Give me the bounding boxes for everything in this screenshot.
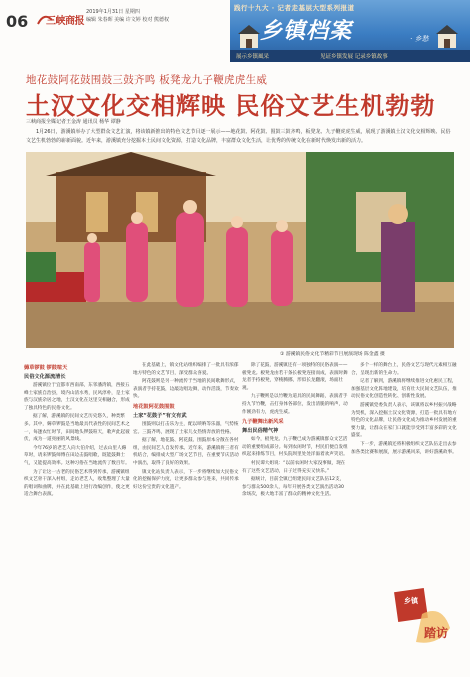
paragraph: 据了解，地花鼓、阿花鼓、围鼓原本分散在各村组，由民间艺人自发传承。近年来，游溪镇将三者有机结合，编排成大型广场文艺节目，在重要节庆活动中演出，取得了良好的效果。	[133, 438, 239, 466]
paragraph: 如今，板凳龙、九子鞭已成为游溪镇群众文艺活动的重要组成部分。每到农闲时节，村民们便自发组织起来排练节目，村头院坝里处处洋溢着欢声笑语。	[242, 437, 348, 458]
paragraph: 游溪镇党委负责人表示，该镇将以乡村振兴战略为契机，深入挖掘土汉文化资源，打造一批具有地方特色的文化品牌，让民俗文化成为推动乡村发展的重要力量，让群众在家门口就能享受到丰富多彩的文化盛宴。	[351, 402, 457, 439]
paragraph: 除了花鼓，游溪镇还有一项独特的民俗表演——板凳龙。板凳龙由若干条长板凳连接而成，表演时舞龙者手持板凳，穿梭腾挪，形似长龙翻滚，场面壮观。	[242, 363, 348, 391]
paragraph: 今年76岁的老艺人向大伯介绍，过去山里人薅草时，请来锣鼓师傅在田边击鼓唱歌，既能鼓舞士气，又能提高效率。这种习俗在当地流传了数百年。	[24, 445, 130, 466]
main-photo	[26, 152, 454, 348]
house-decoration-icon-right	[434, 22, 460, 50]
article-column-3	[242, 362, 348, 672]
newspaper-logo-text: 三峡商报	[46, 16, 84, 27]
page-number: 06	[6, 12, 29, 31]
paragraph: 围鼓则以打击乐为主，配以唢呐等乐器，气势恢宏。三鼓齐鸣，展现了土家儿女热情奔放的性格。	[133, 421, 239, 435]
banner-subtitle: · 乡愁	[410, 35, 429, 43]
stamp-label-bottom: 踏访	[424, 626, 449, 640]
section-heading: 薅草锣鼓 锣鼓喧天	[24, 365, 68, 371]
banner-footer-left: 展示乡镇風采	[236, 54, 270, 60]
township-visit-stamp-icon	[392, 584, 458, 652]
banner-footer-right: 见证乡镇发展 记录乡镇故事	[320, 54, 388, 60]
paragraph: 据统计，目前全镇已组建民间文艺队伍12支，参与群众500余人，每年开展各类文艺演出活动30余场次，极大地丰富了群众的精神文化生活。	[242, 477, 345, 498]
section-banner	[230, 0, 470, 62]
editor-line: 编辑 朱春晖 美编 许文婷 校对 熊德权	[86, 17, 169, 23]
paragraph: 据了解，游溪镇的民间文艺历史悠久，种类繁多。其中，薅草锣鼓是当地最具代表性的民间艺术之一，每逢农忙时节，田间地头锣鼓喧天，歌声此起彼伏，成为一道亮丽的风景线。	[24, 414, 130, 443]
section-subheading: 舞出民俗精气神	[242, 428, 279, 435]
article-lead: 1月26日，游溪镇举办了大型群众文艺汇演，将该镇新推出的特色文艺节目逐一展示——地花鼓、阿花鼓、围鼓三鼓齐鸣，板凳龙、九子鞭虎虎生威，展现了游溪镇土汉文化交相辉映、民俗文艺生机勃勃的崭新面貌。近年来，游溪镇充分挖掘本土民间文化资源，打造文化品牌，丰富群众文化生活，让优秀的传统文化在新时代焕发出新的活力。	[26, 129, 451, 144]
house-decoration-icon	[236, 22, 262, 50]
paragraph: 镇文化站负责人表示，下一步将继续加大民俗文化的挖掘保护力度，让更多群众参与进来，共同传承好这份宝贵的文化遗产。	[133, 469, 239, 490]
paragraph: 游溪镇位于宜都市西南部，东邻潘湾镇，西接五峰土家族自治县，境内山清水秀，民风淳朴，是土家族与汉族杂居之地，土汉文化在这里交相融合，形成了独具特色的民俗文化。	[24, 383, 130, 411]
banner-footer	[230, 50, 470, 62]
article-column-1	[24, 362, 130, 672]
paragraph: 村民谭大姐说：“以前农闲时大家没事做，现在有了这些文艺活动，日子过得充实又快乐。”	[242, 460, 346, 474]
date-line: 2019年1月31日 星期四	[86, 9, 140, 15]
section-heading: 九子鞭舞出新风采	[242, 419, 284, 426]
banner-top-text: 践行十九大 · 记者走基层大型系列报道	[234, 4, 355, 12]
paragraph: 为了让这一古老的民俗艺术得到传承，游溪镇组织文艺骨干深入村组，走访老艺人，收集整理了大量的唱词和曲牌，并在此基础上进行改编创作，使之更适合舞台表演。	[24, 469, 130, 498]
photo-caption: ① 游溪镇民俗文化节精彩节目展演现场 陈金鑫 摄	[280, 352, 385, 357]
section-heading: 地花鼓阿花鼓围鼓	[133, 403, 175, 410]
header-meta	[86, 8, 169, 24]
paragraph: 阿花鼓则是另一种流传于当地的民间歌舞形式，表演者手持花鼓，边敲边唱边舞，动作活泼，节奏欢快。	[133, 379, 239, 400]
stamp-label-top: 乡镇	[404, 597, 418, 605]
article-headline: 土汉文化交相辉映 民俗文艺生机勃勃	[26, 92, 436, 120]
paragraph: 九子鞭则是以竹鞭为道具的民间舞蹈，表演者手持九节竹鞭，击打身体各部位，发出清脆的响声，动作刚劲有力，虎虎生威。	[242, 394, 348, 415]
section-subheading: 土家“花鼓子”有文有武	[133, 412, 187, 419]
paragraph: 记者了解到，游溪镇将继续推进文化惠民工程，加强基层文化阵地建设，培育壮大民间文艺队伍，推动民俗文化创造性转化、创新性发展。	[351, 379, 457, 400]
paragraph: 在此基础上，镇文化站组织编排了一批具有浓郁地方特色的文艺节目，深受群众喜爱。	[133, 363, 239, 376]
banner-title: 乡镇档案	[260, 18, 353, 44]
article-column-2	[133, 362, 239, 672]
paragraph: 下一步，游溪镇还将积极组织文艺队伍走出去参加各类比赛和展演，展示游溪风采，讲好游溪故事。	[351, 441, 457, 455]
dancers-photo-illustration	[26, 152, 454, 348]
paragraph: 多个一样的舞台上，民俗文艺与现代元素相互融合，呈现出新的生命力。	[351, 363, 457, 376]
article-kicker: 地花鼓阿花鼓围鼓三鼓齐鸣 板凳龙九子鞭虎虎生威	[26, 74, 268, 86]
article-byline: 三峡商报全媒记者王金涛 通讯员 杨华 谭静	[26, 119, 121, 125]
page-header	[0, 0, 470, 64]
section-subheading: 民俗文化源流清长	[24, 374, 66, 380]
